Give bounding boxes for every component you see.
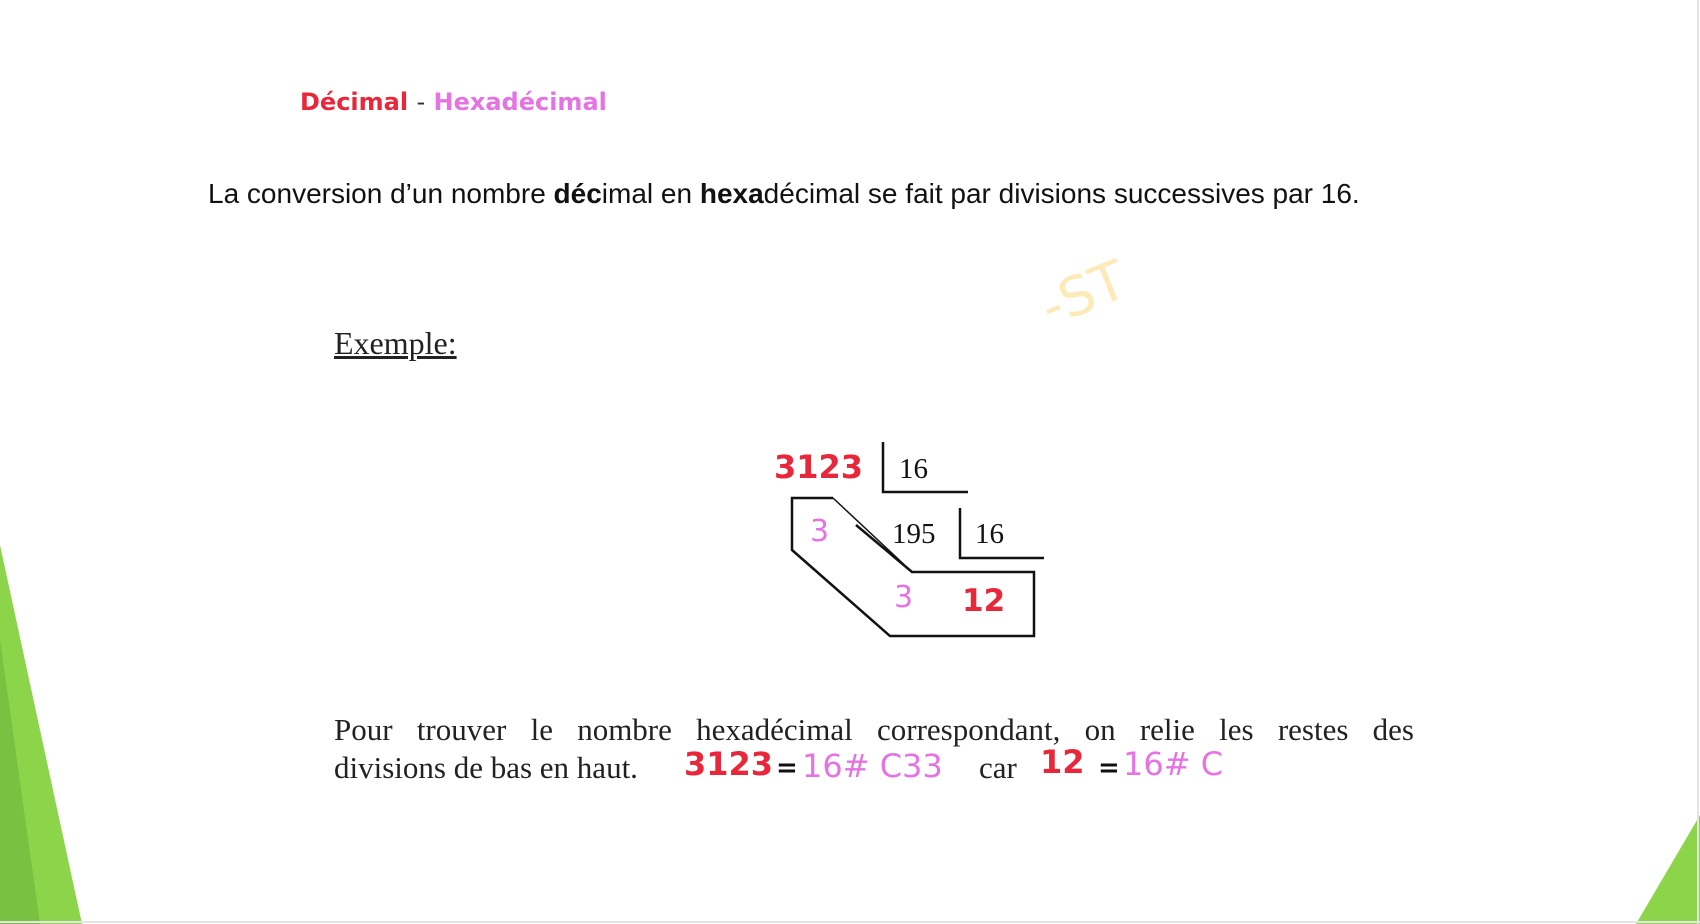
conclusion-equals-1: = [776,753,798,783]
quotient-2: 12 [962,583,1006,619]
divisor-1: 16 [899,453,928,485]
conclusion-word: restes [1277,712,1349,747]
conclusion-word: des [1372,712,1414,747]
intro-bold-hexa: hexa [699,178,764,209]
conclusion-word: trouver [416,712,507,747]
watermark: -ST [1031,248,1136,339]
conclusion-paragraph [334,712,1414,788]
intro-part2: imal en [601,178,700,209]
conclusion-digit: 12 [1040,743,1085,781]
title-separator: - [416,88,426,116]
intro-part1: La conversion d’un nombre [208,178,554,209]
conclusion-result: 16# C33 [802,747,943,785]
conclusion-word: le [530,712,553,747]
title-decimal: Décimal [300,88,409,116]
conclusion-equals-2: = [1098,753,1120,783]
conclusion-line-2-text: divisions de bas en haut. [334,750,638,785]
divisor-2: 16 [975,518,1004,550]
title-hexadecimal: Hexadécimal [433,88,607,116]
conclusion-word: nombre [577,712,672,747]
conclusion-digit-result: 16# C [1123,745,1224,783]
intro-bold-dec: déc [553,178,602,209]
intro-part3: décimal se fait par divisions successives par 16. [763,178,1360,209]
conclusion-word: hexadécimal [696,712,853,747]
remainder-2: 3 [894,580,914,615]
quotient-1: 195 [892,518,936,550]
example-label: Exemple: [334,325,457,361]
conclusion-line-1 [334,712,1414,748]
conclusion-word: Pour [334,712,393,747]
remainder-1: 3 [810,514,830,549]
conclusion-word: les [1219,712,1254,747]
conclusion-line-2 [334,743,1414,788]
conclusion-word: correspondant, [877,712,1061,747]
conclusion-word: on [1084,712,1116,747]
conclusion-number: 3123 [684,745,774,783]
dividend: 3123 [774,448,864,486]
conclusion-car: car [979,750,1017,785]
conclusion-word: relie [1139,712,1195,747]
